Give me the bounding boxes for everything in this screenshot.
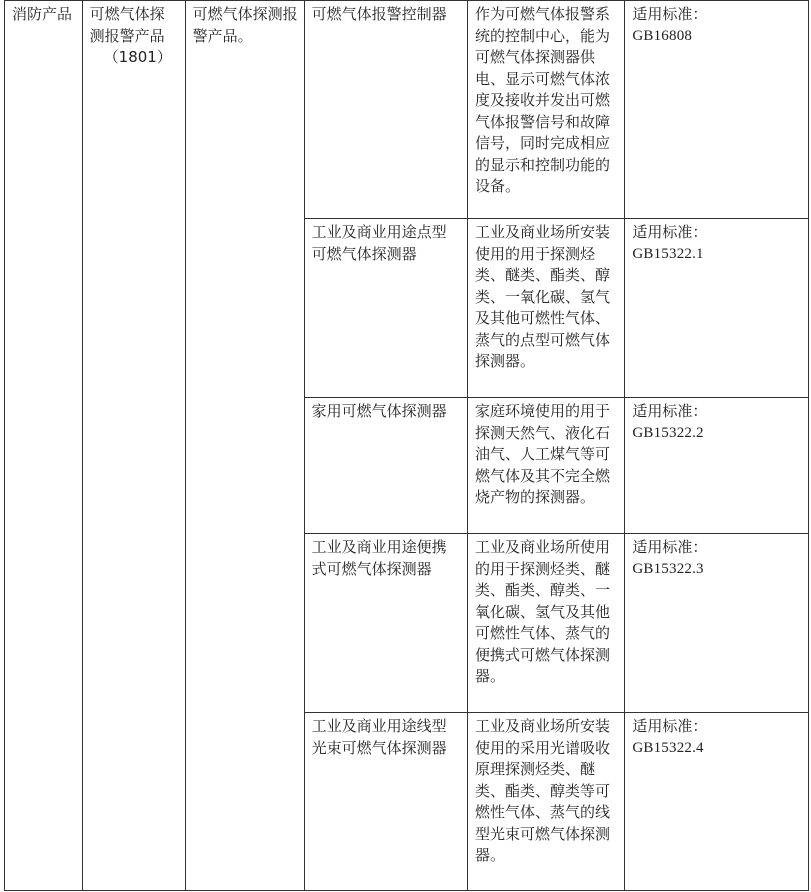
table-row bbox=[5, 1, 809, 219]
product-description-cell: 工业及商业场所安装使用的采用光谱吸收原理探测烃类、醚类、酯类、醇类等可燃性气体、蒸气的线型光束可燃气体探测器。 bbox=[468, 713, 625, 891]
product-description-cell: 工业及商业场所使用的用于探测烃类、醚类、酯类、醇类、一氧化碳、氢气及其他可燃性气体、蒸气的便携式可燃气体探测器。 bbox=[468, 534, 625, 713]
product-description-cell: 家庭环境使用的用于探测天然气、液化石油气、人工煤气等可燃气体及其不完全燃烧产物的探测器。 bbox=[468, 398, 625, 534]
product-standards-table bbox=[4, 0, 809, 891]
product-name-cell: 工业及商业用途点型可燃气体探测器 bbox=[304, 219, 467, 398]
product-description-cell: 工业及商业场所安装使用的用于探测烃类、醚类、酯类、醇类、一氧化碳、氢气及其他可燃性气体、蒸气的点型可燃气体探测器。 bbox=[468, 219, 625, 398]
product-type-cell bbox=[82, 1, 185, 891]
standard-code: GB15322.3 bbox=[632, 560, 704, 577]
standard-label: 适用标准： bbox=[632, 717, 708, 735]
standard-cell bbox=[625, 713, 809, 891]
product-name-cell: 工业及商业用途便携式可燃气体探测器 bbox=[304, 534, 467, 713]
standard-cell bbox=[625, 534, 809, 713]
standard-label: 适用标准： bbox=[632, 538, 708, 556]
product-description-cell: 作为可燃气体报警系统的控制中心，能为可燃气体探测器供电、显示可燃气体浓度及接收并发出可燃气体报警信号和故障信号，同时完成相应的显示和控制功能的设备。 bbox=[468, 1, 625, 219]
standard-cell bbox=[625, 219, 809, 398]
standard-cell bbox=[625, 398, 809, 534]
product-name-cell: 工业及商业用途线型光束可燃气体探测器 bbox=[304, 713, 467, 891]
product-class-cell: 可燃气体探测报警产品。 bbox=[185, 1, 304, 891]
product-name-cell: 家用可燃气体探测器 bbox=[304, 398, 467, 534]
standard-code: GB15322.4 bbox=[632, 739, 704, 756]
standard-label: 适用标准： bbox=[632, 402, 708, 420]
product-type-name: 可燃气体探测报警产品 bbox=[89, 5, 165, 45]
standard-code: GB15322.1 bbox=[632, 245, 704, 262]
standard-cell bbox=[625, 1, 809, 219]
standard-label: 适用标准： bbox=[632, 223, 708, 241]
category-cell: 消防产品 bbox=[5, 1, 83, 891]
product-name-cell: 可燃气体报警控制器 bbox=[304, 1, 467, 219]
standard-label: 适用标准： bbox=[632, 5, 708, 23]
standard-code: GB16808 bbox=[632, 27, 693, 44]
standard-code: GB15322.2 bbox=[632, 424, 704, 441]
product-type-code: （1801） bbox=[103, 48, 172, 66]
